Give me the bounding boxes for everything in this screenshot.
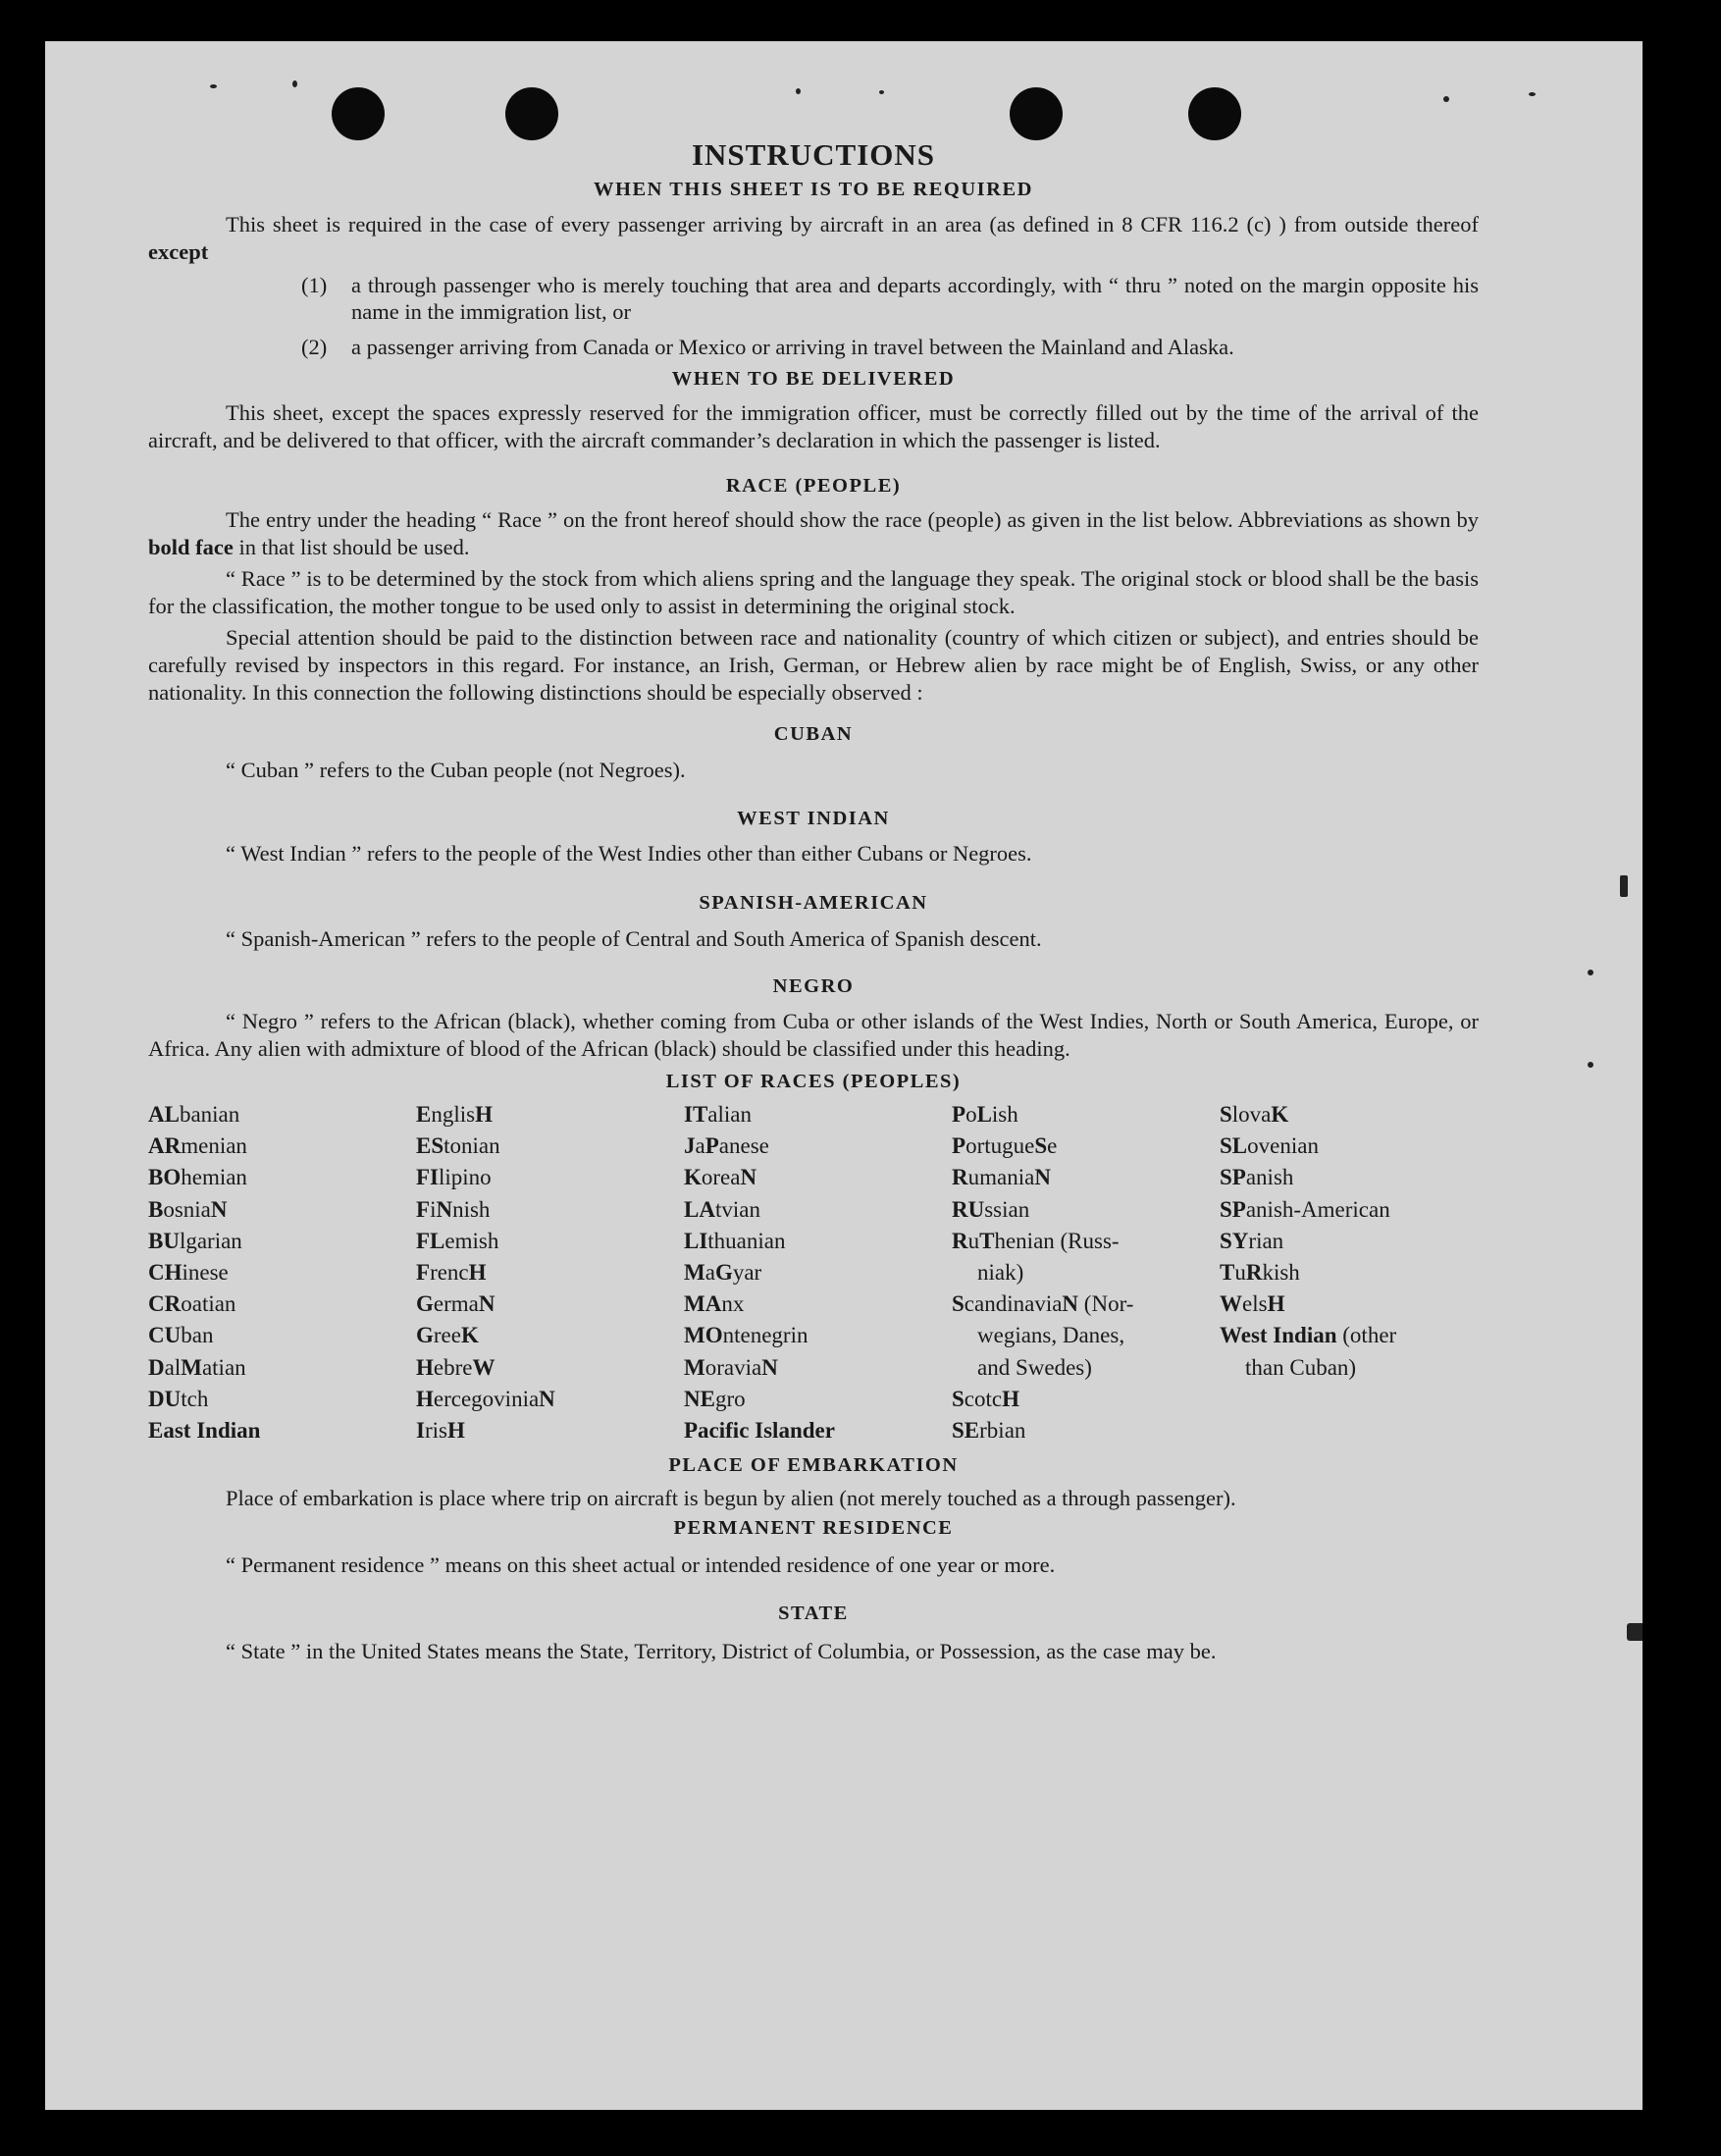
race-entry: FiNnish [416,1196,491,1222]
paragraph: “ Spanish-American ” refers to the people of Central and South America of Spanish descent. [226,926,1042,951]
speck [796,88,801,94]
section-heading: SPANISH-AMERICAN [699,892,928,914]
instructions-body [148,137,1479,1665]
punch-hole [1010,87,1063,140]
race-entry: wegians, Danes, [977,1323,1125,1348]
race-entry: SLovenian [1220,1133,1319,1159]
section-heading: LIST OF RACES (PEOPLES) [665,1071,962,1092]
race-entry: SYrian [1220,1228,1284,1253]
race-entry: IrisH [416,1418,465,1444]
speck [292,80,297,87]
race-entry: LIthuanian [684,1228,786,1253]
race-entry: ARmenian [148,1133,247,1159]
race-entry: EnglisH [416,1102,493,1127]
paragraph: The entry under the heading “ Race ” on the front hereof should show the race (people) as given in the list below. Abbreviations as shown by bold face in that list should be used. [148,507,1479,559]
race-entry: ITalian [684,1102,752,1127]
race-entry: SErbian [952,1418,1026,1444]
punch-hole [505,87,558,140]
race-entry: GreeK [416,1323,479,1348]
speck [1588,1062,1593,1068]
race-entry: than Cuban) [1245,1354,1357,1380]
race-entry: BosniaN [148,1196,228,1222]
paragraph: “ Cuban ” refers to the Cuban people (not Negroes). [226,758,686,782]
speck [1443,96,1449,102]
race-entry: EStonian [416,1133,500,1159]
race-entry: niak) [977,1260,1024,1286]
race-entry: SPanish [1220,1165,1294,1190]
race-entry: West Indian (other [1220,1323,1397,1348]
race-entry: FLemish [416,1228,499,1253]
punch-hole [1188,87,1241,140]
race-column [684,1099,952,1446]
race-entry: LAtvian [684,1196,760,1222]
race-entry: HebreW [416,1354,495,1380]
race-entry: KoreaN [684,1165,757,1190]
paragraph: “ West Indian ” refers to the people of the West Indies other than either Cubans or Negroes. [226,841,1032,866]
list-item: (1) a through passenger who is merely touching that area and departs accordingly, with “ thru ” noted on the margin opposite his name in the immigration list, or [301,273,1479,324]
race-entry: DUtch [148,1386,209,1411]
speck [879,90,884,94]
list-item: (2) a passenger arriving from Canada or Mexico or arriving in travel between the Mainland and Alaska. [301,335,1234,359]
race-entry: CHinese [148,1260,229,1286]
race-entry: PortugueSe [952,1133,1058,1159]
race-entry: East Indian [148,1418,261,1444]
race-entry: ALbanian [148,1102,240,1127]
race-entry: FrencH [416,1260,487,1286]
race-entry: MaGyar [684,1260,762,1286]
race-entry: CRoatian [148,1291,236,1317]
race-entry: CUban [148,1323,214,1348]
section-heading: NEGRO [772,975,855,997]
paragraph: Special attention should be paid to the distinction between race and nationality (country of which citizen or subject), and entries should be carefully revised by inspectors in this regard. For instance, an Irish, German, or Hebrew alien by race might be of English, Swiss, or any other nationality. In this connection the following distinctions should be especially observed : [148,625,1479,705]
race-entry: SPanish-American [1220,1196,1390,1222]
race-entry: SlovaK [1220,1102,1289,1127]
race-entry: HercegoviniaN [416,1386,555,1411]
speck [1620,875,1628,897]
race-entry: Pacific Islander [684,1418,835,1444]
section-heading: WEST INDIAN [737,808,890,829]
race-entry: WelsH [1220,1291,1285,1317]
race-entry: DalMatian [148,1354,246,1380]
paragraph: Place of embarkation is place where trip on aircraft is begun by alien (not merely touched as a through passenger). [226,1486,1236,1511]
speck [210,84,217,88]
race-list [148,1099,1479,1446]
race-entry: BUlgarian [148,1228,242,1253]
speck [1627,1623,1643,1641]
race-entry: RuThenian (Russ- [952,1228,1120,1253]
section-heading: STATE [778,1603,849,1625]
page-title: INSTRUCTIONS [691,137,935,172]
race-entry: MoraviaN [684,1354,778,1380]
race-entry: ScandinaviaN (Nor- [952,1291,1134,1317]
section-heading: PERMANENT RESIDENCE [673,1517,954,1540]
race-entry: MOntenegrin [684,1323,808,1348]
race-column [1220,1099,1485,1446]
race-entry: NEgro [684,1386,746,1411]
race-column [148,1099,416,1446]
punch-hole [332,87,385,140]
race-entry: MAnx [684,1291,745,1317]
race-entry: ScotcH [952,1386,1019,1411]
paragraph: “ State ” in the United States means the State, Territory, District of Columbia, or Possession, as the case may be. [226,1639,1217,1664]
speck [1529,92,1536,96]
race-entry: RumaniaN [952,1165,1051,1190]
section-heading: CUBAN [773,723,854,745]
race-entry: BOhemian [148,1165,247,1190]
section-heading: WHEN THIS SHEET IS TO BE REQUIRED [594,179,1033,200]
paragraph: This sheet, except the spaces expressly reserved for the immigration officer, must be correctly filled out by the time of the arrival of the aircraft, and be delivered to that officer, with the aircraft commander’s declaration in which the passenger is listed. [148,400,1479,452]
paragraph: “ Permanent residence ” means on this sheet actual or intended residence of one year or more. [226,1552,1056,1578]
race-column [952,1099,1220,1446]
section-heading: PLACE OF EMBARKATION [668,1454,959,1477]
race-entry: PoLish [952,1102,1018,1127]
paragraph: “ Negro ” refers to the African (black), whether coming from Cuba or other islands of the West Indies, North or South America, Europe, or Africa. Any alien with admixture of blood of the African (black) should be classified under this heading. [148,1009,1479,1061]
section-heading: WHEN TO BE DELIVERED [671,368,956,390]
race-column [416,1099,684,1446]
speck [1588,970,1593,975]
race-entry: and Swedes) [977,1354,1092,1380]
race-entry: TuRkish [1220,1260,1300,1286]
paragraph: “ Race ” is to be determined by the stock from which aliens spring and the language they speak. The original stock or blood shall be the basis for the classification, the mother tongue to be used only to assist in determining the original stock. [148,566,1479,618]
race-entry: JaPanese [684,1133,769,1159]
section-heading: RACE (PEOPLE) [725,475,902,497]
race-entry: GermaN [416,1291,495,1317]
race-entry: FIlipino [416,1165,492,1190]
paragraph: This sheet is required in the case of every passenger arriving by aircraft in an area (as defined in 8 CFR 116.2 (c) ) from outside thereof except [148,212,1479,264]
race-entry: RUssian [952,1196,1030,1222]
